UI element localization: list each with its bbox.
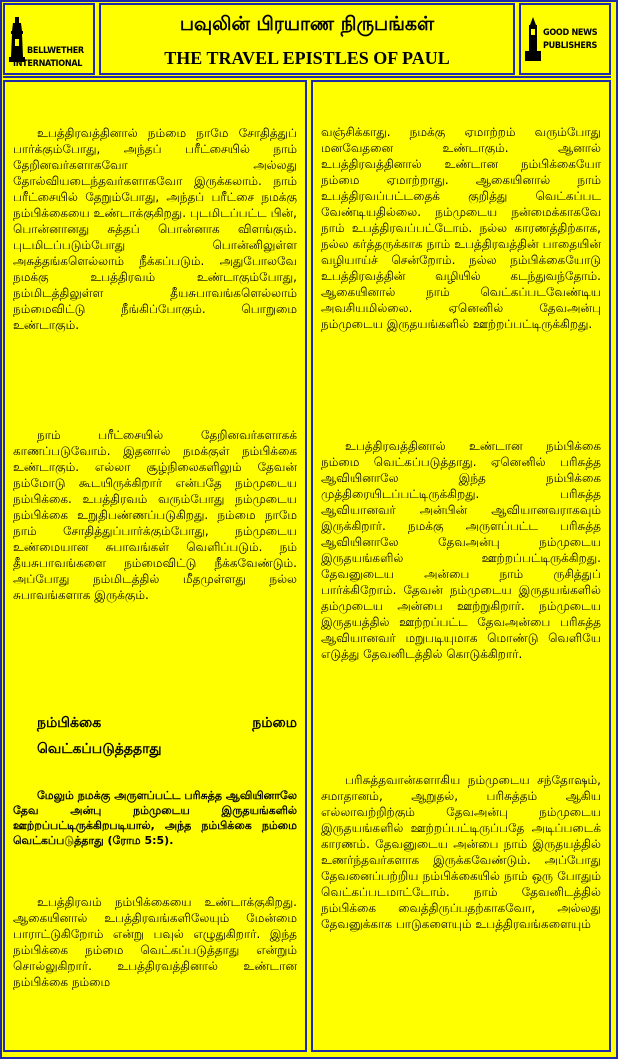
left-para-3	[13, 894, 297, 990]
book-tower-icon	[524, 17, 542, 63]
left-para-2-text: நாம் பரீட்சையில் தேறினவர்களாகக் காணப்படுவோம். இதனால் நமக்குள் நம்பிக்கை உண்டாகும். எல்லா சூழ்நிலைகளிலும் தேவன் நம்மோடு கூடயிருக்கிறார் என்பதே நம்முடைய நம்பிக்கை. உபத்திரவம் வரும்போது நம்முடைய நம்பிக்கை உறுதிபண்ணப்படுகிறது. நம்மை நாமே நாம் சோதித்துப்பார்க்கும்போது, நம்முடைய உண்மையான சுபாவங்கள் வெளிப்படும். நம் தீயசுபாவங்களை நம்மைவிட்டு நீக்கவேண்டும். அப்போது நம்மிடத்தில் மீதமுள்ளது நல்ல சுபாவங்களாக இருக்கும்.	[13, 428, 297, 602]
left-para-2	[13, 427, 297, 603]
left-para-1	[13, 125, 297, 333]
right-para-2	[321, 438, 601, 662]
section-heading-line1: நம்பிக்கை நம்மை	[37, 715, 297, 731]
title-box	[99, 3, 515, 75]
header	[3, 3, 611, 75]
right-para-3-text: பரிசுத்தவான்களாகிய நம்முடைய சந்தோஷம், சமாதானம், ஆறுதல், பரிசுத்தம் ஆகிய எல்லாவற்றிற்கும் தேவஅன்பு நம்முடைய இருதயங்களில் ஊற்றப்பட்டிருப்பதே அடிப்படைக் காரணம். தேவனுடைய அன்பை நாம் இருதயத்தில் உணர்ந்தவர்களாக இருக்கவேண்டும். அப்போது தேவனைப்பற்றிய நம்பிக்கையில் நாம் ஒரு போதும் வெட்கப்படமாட்டோம். நாம் தேவனிடத்தில் நம்பிக்கை வைத்திருப்பதற்காகவோ, அல்லது தேவனுக்காக பாடுகளையும் உபத்திரவங்களையும்	[321, 773, 601, 931]
scripture-verse	[13, 788, 297, 848]
header-divider	[3, 76, 611, 78]
right-para-1	[321, 124, 601, 332]
scripture-verse-text: மேலும் நமக்கு அருளப்பட்ட பரிசுத்த ஆவியினாலே தேவ அன்பு நம்முடைய இருதயங்களில் ஊற்றப்பட்டிருக்கிறபடியால், அந்த நம்பிக்கை நம்மை வெட்கப்படுத்தாது (ரோம 5:5).	[13, 789, 297, 847]
right-para-1-text: வஞ்சிக்காது. நமக்கு ஏமாற்றம் வரும்போது மனவேதனை உண்டாகும். ஆனால் உபத்திரவத்தினால் உண்டான நம்பிக்கையோ நம்மை ஏமாற்றாது. ஆகையினால் நாம் உபத்திரவப்பட்டதைக் குறித்து வெட்கப்பட வேண்டியதில்லை. நம்முடைய நன்மைக்காகவே நாம் உபத்திரவப்பட்டோம். நல்ல காரணத்திற்காக, நல்ல கர்த்தருக்காக நாம் உபத்திரவத்தின் பாதையின் வழியாய்ச் சென்றோம். நல்ல நம்பிக்கையோடு உபத்திரவத்தின் வழியில் கடந்துவந்தோம். ஆகையினால் நாம் வெட்கப்படவேண்டிய அவசியமில்லை. ஏனெனில் தேவஅன்பு நம்முடைய இருதயங்களில் ஊற்றப்பட்டிருக்கிறது.	[321, 125, 601, 331]
left-para-3-text: உபத்திரவம் நம்பிக்கையை உண்டாக்குகிறது. ஆகையினால் உபத்திரவங்களிலேயும் மேன்மை பாராட்டுகிறோம் என்று பவுல் எழுதுகிறார். இந்த நம்பிக்கை நம்மை வெட்கப்படுத்தாது என்றும் சொல்லுகிறார். உபத்திரவத்தினால் உண்டான நம்பிக்கை நம்மை	[13, 895, 297, 989]
bell-tower-icon	[8, 17, 26, 63]
right-para-2-text: உபத்திரவத்தினால் உண்டான நம்பிக்கை நம்மை வெட்கப்படுத்தாது. ஏனெனில் பரிசுத்த ஆவியினாலே இந்த நம்பிக்கை முத்திரையிடப்பட்டிருக்கிறது. பரிசுத்த ஆவியானவர் அன்பின் ஆவியானவராகவும் இருக்கிறார். நமக்கு அருளப்பட்ட பரிசுத்த ஆவியினாலே தேவஅன்பு நம்முடைய இருதயங்களில் ஊற்றப்பட்டிருக்கிறது. தேவனுடைய அன்பை நாம் ருசித்துப் பார்க்கிறோம். தேவன் நம்முடைய இருதயங்களில் தம்முடைய அன்பை ஊற்றுகிறார். நம்முடைய இருதயத்தில் ஊற்றப்பட்ட தேவஅன்பை பரிசுத்த ஆவியானவர் மறுபடியுமாக மொண்டு வெளியே எடுத்து தேவனிடத்தில் கொடுக்கிறார்.	[321, 439, 601, 661]
logo-left-line2: INTERNATIONAL	[13, 59, 83, 69]
logo-left-line1: BELLWETHER	[27, 46, 84, 56]
right-para-3	[321, 772, 601, 932]
left-column	[3, 80, 307, 1052]
title-english: THE TRAVEL EPISTLES OF PAUL	[164, 48, 450, 68]
section-heading-line2: வெட்கப்படுத்ததாது	[37, 741, 162, 757]
good-news-logo	[519, 3, 611, 75]
left-para-1-text: உபத்திரவத்தினால் நம்மை நாமே சோதித்துப் பார்க்கும்போது, அந்தப் பரீட்சையில் நாம் தேறினவர்களாகவோ அல்லது தோல்வியடைந்தவர்களாகவோ இருக்கலாம். நாம் பரீட்சையில் தேறும்போது, அந்தப் பரீட்சை நமக்கு நம்பிக்கையை உண்டாக்குகிறது. புடமிடப்பட்ட பின், பொன்னானது சுத்தப் பொன்னாக விளங்கும். புடமிடப்படும்போது பொன்னிலுள்ள அசுத்தங்களெல்லாம் நீக்கப்படும். அதுபோலவே நமக்கு உபத்திரவம் உண்டாகும்போது, நம்மிடத்திலுள்ள தீயசுபாவங்களெல்லாம் நம்மைவிட்டு நீங்கிப்போகும். பொறுமை உண்டாகும்.	[13, 126, 297, 332]
logo-right-line1: GOOD NEWS	[543, 28, 598, 38]
title-tamil: பவுலின் பிரயாண நிருபங்கள்	[179, 13, 435, 35]
right-column	[311, 80, 611, 1052]
bellwether-logo	[3, 3, 95, 75]
section-heading	[13, 714, 297, 758]
logo-right-line2: PUBLISHERS	[543, 41, 598, 51]
